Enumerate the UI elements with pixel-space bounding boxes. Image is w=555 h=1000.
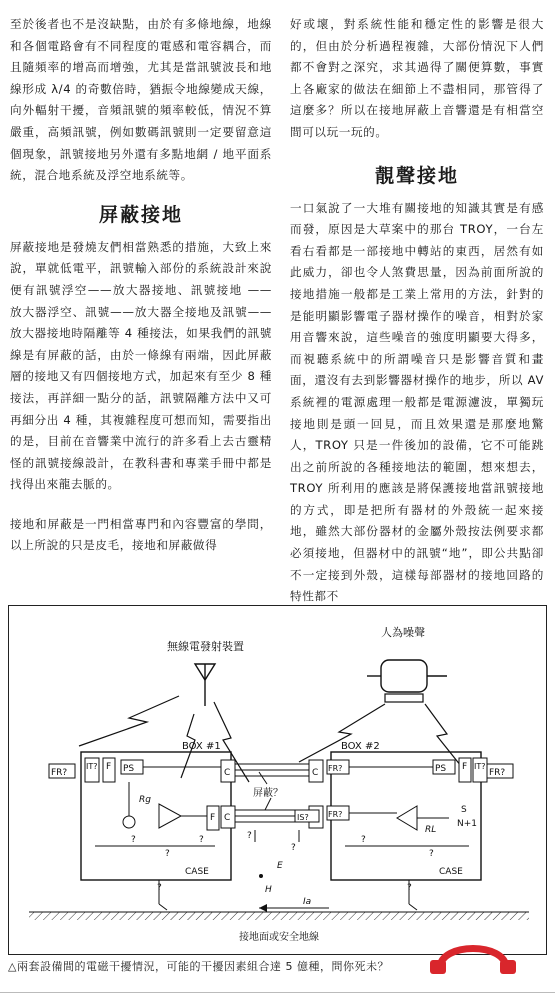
paragraph: 屏蔽接地是發燒友們相當熟悉的措施，大致上來說，單就低電平，訊號輸入部份的系統設計來說便有訊號浮空——放大器接地、訊號接地 —— 放大器浮空、訊號——放大器全接地及訊號——放大器接地時隔離等 4 種接法，如果我們的訊號線是有屏蔽的話，由於一條線有兩端，因此屏蔽層的接地又有四個接地方式，加起來有至少 8 種接法，再詳細一點分的話，訊號隔離方法中又可再細分出 4 種，其複雜程度可想而知，需要指出的是，目前在音響業中流行的許多看上去古靈精怪的訊號接線設計，在教科書和專業手冊中都是找得出來龍去脈的。 (10, 239, 272, 492)
paragraph: 接地和屏蔽是一門相當專門和內容豐富的學問，以上所說的只是皮毛，接地和屏蔽做得 (10, 516, 272, 553)
motor-icon (367, 660, 447, 702)
transmitter-label: 無線電發射裝置 (167, 640, 244, 653)
headphones-logo-icon (428, 934, 518, 976)
filter-label: F (210, 813, 216, 823)
h-label: H (265, 885, 272, 895)
q-mark: ? (247, 831, 252, 841)
q-mark: ? (131, 835, 136, 845)
rg-label: Rg (139, 795, 151, 805)
case-label: CASE (439, 867, 463, 877)
box2-label: BOX #2 (341, 741, 380, 752)
amplifier-icon (397, 806, 417, 830)
current-arrowhead (259, 904, 267, 912)
figure-caption: △兩套設備間的電磁干擾情況，可能的干擾因素組合達 5 億種，問你死未？ (8, 960, 389, 973)
connector-label: C (224, 813, 231, 823)
case-label: CASE (185, 867, 209, 877)
section-heading-shield-grounding: 屏蔽接地 (98, 203, 183, 226)
left-column (10, 14, 272, 557)
e-point (259, 874, 263, 878)
ps-label: PS (435, 764, 447, 774)
it-label: IT? (474, 762, 486, 771)
s-label: S (461, 805, 467, 815)
shield-label: 屏蔽？ (253, 788, 283, 799)
interference-diagram (8, 605, 547, 955)
diagram-svg (9, 606, 546, 954)
q-mark: ? (165, 849, 170, 859)
filter-label: F (106, 762, 112, 772)
shield-pointer (259, 772, 267, 784)
antenna-icon (195, 664, 215, 706)
source-icon (123, 816, 135, 828)
ground-plane-label: 接地面或安全地線 (239, 932, 319, 943)
section-heading-good-sound-grounding: 靚聲接地 (374, 164, 459, 187)
shield-pointer (265, 798, 271, 810)
ia-label: Ia (303, 897, 312, 907)
e-label: E (277, 861, 283, 871)
q-mark: ? (361, 835, 366, 845)
paragraph: 一口氣說了一大堆有關接地的知識其實是有感而發，原因是大草案中的那台 TROY，一台左看右看都是一部接地中轉站的東西，居然有如此威力，卻也令人煞費思量，因為前面所說的接地措施一般都是工業上常用的方法，針對的是能明顯影響電子器材操作的噪音，相對於家用音響來說，這些噪音的強度明顯要大得多，而視聽系統中的所謂噪音只是影響音質和畫面，還沒有去到影響器材操作的地步，所以 AV 系統裡的電源處理一般都是電源濾波，單獨玩接地則是頭一回見，而且效果還是那麼地驚人，TROY 只是一件後加的設備，它不可能跳出之前所說的各種接地法的範圍，想來想去，TROY 所利用的應該是將保護接地當訊號接地的方式，即是把所有器材的外殼統一起來接地，雖然大部份器材的金屬外殼按法例要求都必須接地，但器材中的訊號“地”，即公共點卻不一定接到外殼，這樣每部器材的接地回路的特性都不 (290, 200, 544, 604)
rl-label: RL (425, 825, 437, 835)
q-mark: ? (429, 849, 434, 859)
paragraph: 至於後者也不是沒缺點，由於有多條地線，地線和各個電路會有不同程度的電感和電容耦合，而且隨頻率的增高而增強，尤其是當訊號波長和地線形成 λ/4 的奇數倍時，猶振令地線變成天線，向外輻射干擾，音頻訊號的頻率較低，情況不算嚴重，高頻訊號，例如數碼訊號則一定要留意這個現象，訊號接地另外還有多點地網 / 地平面系統，混合地系統及浮空地系統等。 (10, 17, 272, 183)
right-column (290, 14, 544, 608)
internal-wiring (95, 767, 469, 846)
fr-label: FR? (489, 768, 506, 778)
q-mark: ? (199, 835, 204, 845)
paragraph: 好或壞，對系統性能和穩定性的影響是很大的，但由於分析過程複雜，大部份情況下人們都不會對之深究，求其過得了關便算數，事實上各廠家的做法在細節上不盡相同，那管得了這麼多？所以在接地屏蔽上音響還是有相當空間可以玩一玩的。 (290, 17, 544, 139)
q-mark: ? (291, 843, 296, 853)
ground-plane (29, 912, 529, 920)
q-mark: ? (407, 883, 412, 893)
q-mark: ? (157, 883, 162, 893)
it-label: IT? (86, 762, 98, 771)
fr-label: FR? (328, 764, 343, 773)
human-noise-label: 人為噪聲 (381, 626, 425, 639)
connector-label: C (224, 768, 231, 778)
box1-label: BOX #1 (182, 741, 221, 752)
filter-label: F (462, 762, 468, 772)
fr-label: FR? (51, 768, 68, 778)
ps-label: PS (123, 764, 135, 774)
page-bottom-rule (0, 992, 555, 993)
amplifier-icon (159, 804, 181, 828)
n1-label: N+1 (457, 819, 477, 829)
connector-label: C (312, 768, 319, 778)
fr-label: FR? (328, 810, 343, 819)
is-label: IS? (297, 813, 309, 822)
